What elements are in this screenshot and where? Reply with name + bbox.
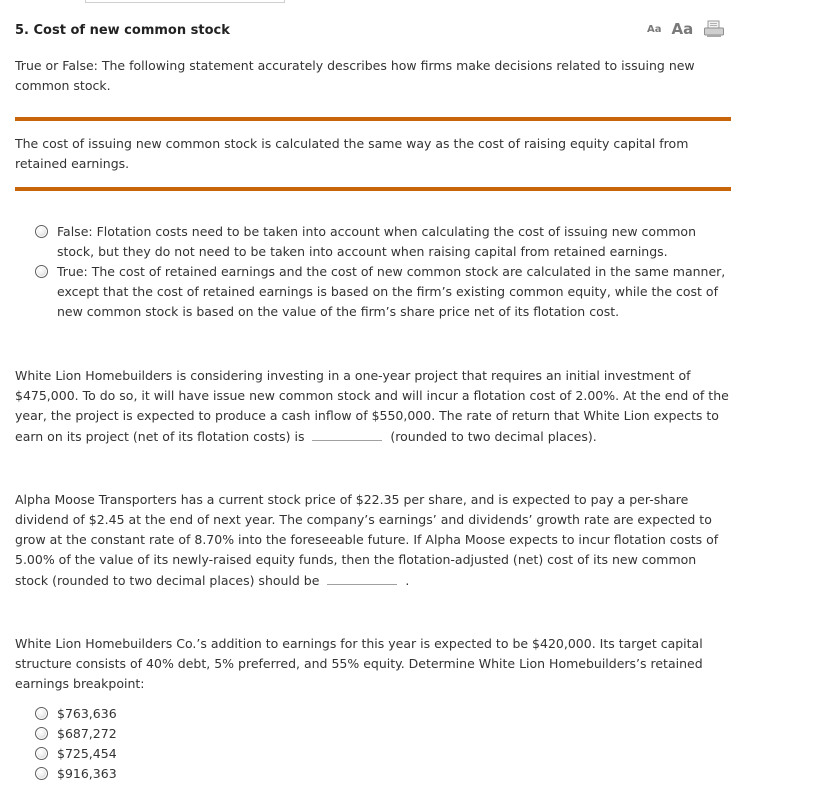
top-frame-edge (85, 0, 285, 3)
option-label: True: The cost of retained earnings and the cost of new common stock are calculated in the same manner, except that the cost of retained earnings is based on the firm’s existing common equity, while the cost of new common stock is based on the value of the firm’s share price net of its flotation cost. (57, 264, 726, 319)
option-label: $725,454 (57, 746, 117, 761)
breakpoint-option[interactable] (35, 744, 735, 764)
option-label: $763,636 (57, 706, 117, 721)
radio-button[interactable] (35, 727, 48, 740)
option-label: $916,363 (57, 766, 117, 781)
statement-text: The cost of issuing new common stock is calculated the same way as the cost of raising equity capital from retained earnings. (15, 136, 689, 171)
font-size-large-button[interactable]: Aa (671, 20, 694, 38)
rate-of-return-answer-blank[interactable] (312, 426, 382, 441)
option-false[interactable] (35, 222, 735, 262)
white-lion-rate-question (15, 366, 733, 447)
true-false-options (35, 222, 735, 322)
text-tools (647, 20, 725, 38)
statement-top-rule (15, 117, 731, 121)
breakpoint-option[interactable] (35, 764, 735, 784)
option-true[interactable] (35, 262, 735, 322)
printer-icon[interactable] (703, 20, 725, 38)
retained-earnings-breakpoint-question: White Lion Homebuilders Co.’s addition to earnings for this year is expected to be $420,000. Its target capital structure consists of 40% debt, 5% preferred, and 55% equity. Determine White Lion Homebuilders’s retained earnings breakpoint: (15, 636, 703, 691)
alpha-moose-cost-question (15, 490, 733, 591)
radio-button[interactable] (35, 265, 48, 278)
question-text-suffix: . (405, 573, 410, 588)
breakpoint-options (35, 704, 735, 784)
radio-button[interactable] (35, 747, 48, 760)
breakpoint-option[interactable] (35, 724, 735, 744)
radio-button[interactable] (35, 767, 48, 780)
question-title: 5. Cost of new common stock (15, 23, 230, 38)
statement-bottom-rule (15, 187, 731, 191)
radio-button[interactable] (35, 225, 48, 238)
option-label: False: Flotation costs need to be taken into account when calculating the cost of issuing new common stock, but they do not need to be taken into account when raising capital from retained earnings. (57, 224, 696, 259)
question-text: Alpha Moose Transporters has a current stock price of $22.35 per share, and is expected to pay a per-share dividend of $2.45 at the end of next year. The company’s earnings’ and dividends’ growth rate are expected to grow at the constant rate of 8.70% into the foreseeable future. If Alpha Moose expects to incur flotation costs of 5.00% of the value of its newly-raised equity funds, then the flotation-adjusted (net) cost of its new common stock (rounded to two decimal places) should be (15, 492, 719, 588)
radio-button[interactable] (35, 707, 48, 720)
question-text-suffix: (rounded to two decimal places). (390, 429, 597, 444)
font-size-small-button[interactable]: Aa (647, 23, 662, 35)
true-false-intro: True or False: The following statement accurately describes how firms make decisions related to issuing new common stock. (15, 58, 695, 93)
net-cost-answer-blank[interactable] (327, 570, 397, 585)
option-label: $687,272 (57, 726, 117, 741)
breakpoint-option[interactable] (35, 704, 735, 724)
question-text: White Lion Homebuilders is considering investing in a one-year project that requires an initial investment of $475,000. To do so, it will have issue new common stock and will incur a flotation cost of 2.00%. At the end of the year, the project is expected to produce a cash inflow of $550,000. The rate of return that White Lion expects to earn on its project (net of its flotation costs) is (15, 368, 729, 444)
